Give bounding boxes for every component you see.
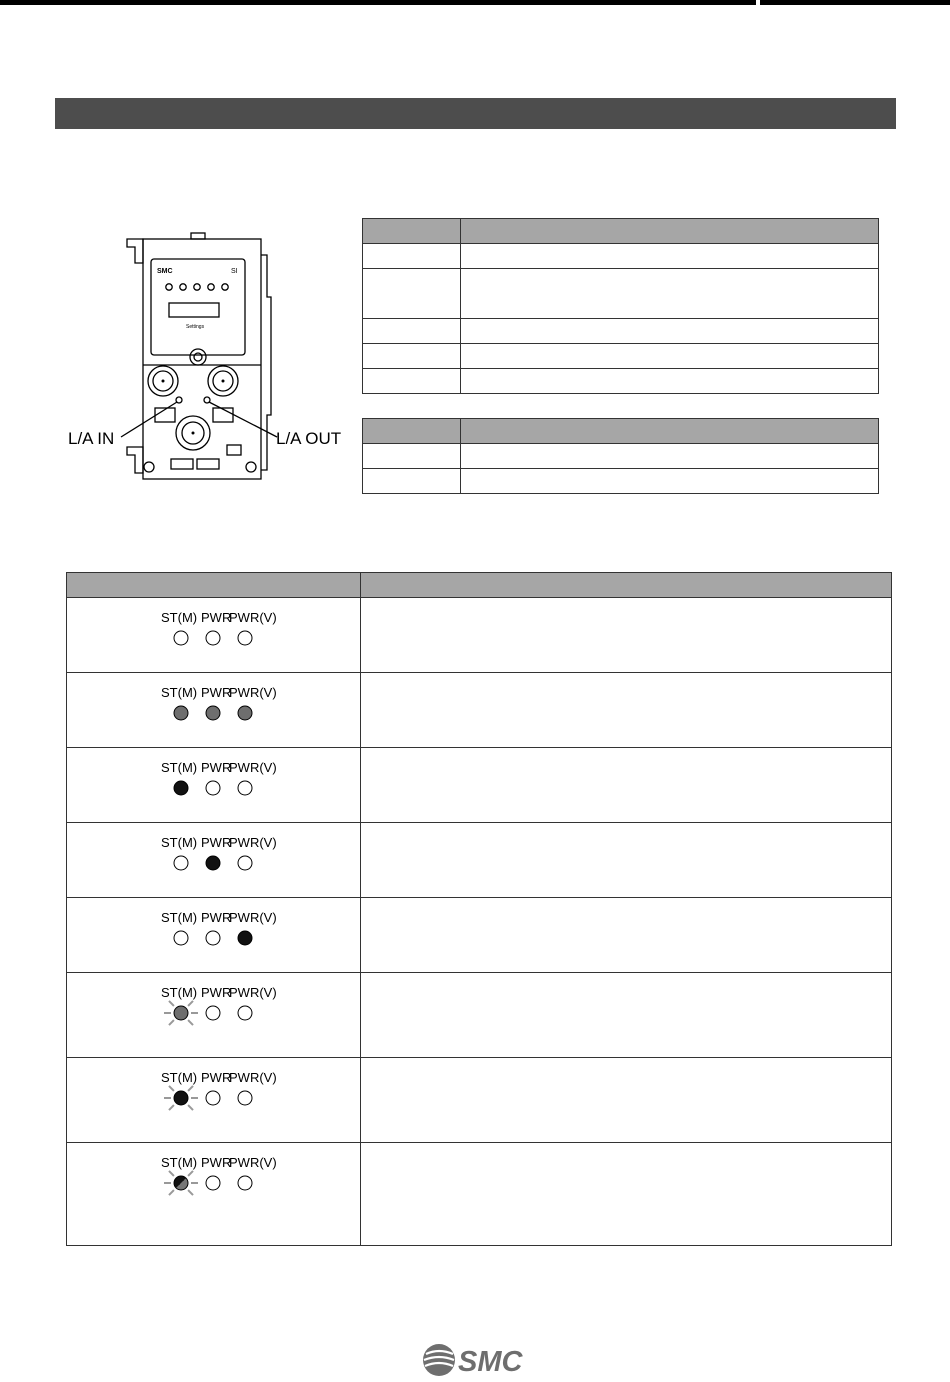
led-stm-indicator (174, 931, 188, 945)
section-banner (55, 98, 896, 129)
la-in-label: L/A IN (68, 429, 115, 448)
device-model-label: SI (231, 268, 238, 275)
led-indicator-cell (67, 1143, 361, 1246)
table-row (67, 973, 892, 1058)
led-stm-indicator (174, 1091, 188, 1105)
la-in-leader (121, 402, 177, 437)
led-indicator-group (149, 908, 289, 964)
led-label-pwr: PWR (201, 835, 232, 850)
led-pwr-indicator (206, 856, 220, 870)
table-row (67, 673, 892, 748)
led-indicator-cell (67, 748, 361, 823)
led-label-pwrv: PWR(V) (229, 610, 277, 625)
led-indicator-cell (67, 673, 361, 748)
smc-logo-text: SMC (458, 1346, 523, 1377)
led-stm-indicator (174, 856, 188, 870)
led-pwrv-indicator (238, 1176, 252, 1190)
device-brand-label: SMC (157, 268, 173, 275)
table-row (67, 898, 892, 973)
led-status-table (66, 572, 892, 1246)
smc-logo (420, 1343, 532, 1382)
led-pwr-indicator (206, 781, 220, 795)
table-row (363, 269, 879, 319)
led-indicator-group (149, 983, 289, 1039)
led-indicator-group (149, 833, 289, 889)
led-label-pwrv: PWR(V) (229, 760, 277, 775)
led-pwr-indicator (206, 1176, 220, 1190)
led-label-stm: ST(M) (161, 910, 198, 925)
table-row (363, 244, 879, 269)
led-stm-indicator (174, 706, 188, 720)
led-label-pwrv: PWR(V) (229, 1155, 277, 1170)
la-led-table (362, 418, 879, 494)
diagonal-header-cell (363, 419, 461, 444)
led-label-stm: ST(M) (161, 1155, 198, 1170)
led-indicator-cell (67, 598, 361, 673)
led-label-pwr: PWR (201, 685, 232, 700)
led-pwrv-indicator (238, 706, 252, 720)
led-pwrv-indicator (238, 631, 252, 645)
led-stm-indicator (174, 1176, 188, 1190)
led-indicator-cell (67, 973, 361, 1058)
table-row (67, 748, 892, 823)
table-row (363, 469, 879, 494)
led-label-stm: ST(M) (161, 685, 198, 700)
la-out-label: L/A OUT (276, 429, 342, 448)
led-indicator-group (149, 1068, 289, 1124)
led-function-table (362, 218, 879, 394)
table-header-row (67, 573, 892, 598)
led-pwr-indicator (206, 1006, 220, 1020)
led-label-pwrv: PWR(V) (229, 910, 277, 925)
header-cell-led (67, 573, 361, 598)
led-label-stm: ST(M) (161, 835, 198, 850)
led-indicator-group (149, 758, 289, 814)
led-label-pwrv: PWR(V) (229, 985, 277, 1000)
led-pwr-indicator (206, 1091, 220, 1105)
led-indicator-cell (67, 898, 361, 973)
table-row (67, 598, 892, 673)
led-label-pwr: PWR (201, 910, 232, 925)
led-indicator-group (149, 683, 289, 739)
table-row (67, 1143, 892, 1246)
led-label-pwr: PWR (201, 985, 232, 1000)
table-row (363, 319, 879, 344)
led-indicator-cell (67, 823, 361, 898)
led-pwr-indicator (206, 931, 220, 945)
led-label-pwr: PWR (201, 610, 232, 625)
table-row (363, 369, 879, 394)
top-rule-gap (756, 0, 760, 5)
led-pwr-indicator (206, 706, 220, 720)
table-row (363, 344, 879, 369)
table-row (363, 444, 879, 469)
led-label-pwr: PWR (201, 1070, 232, 1085)
led-label-pwr: PWR (201, 1155, 232, 1170)
led-stm-indicator (174, 781, 188, 795)
header-cell-status (361, 573, 892, 598)
led-pwrv-indicator (238, 1091, 252, 1105)
led-label-pwrv: PWR(V) (229, 835, 277, 850)
led-label-stm: ST(M) (161, 985, 198, 1000)
smc-logo-mark (423, 1344, 455, 1376)
led-pwr-indicator (206, 631, 220, 645)
led-pwrv-indicator (238, 856, 252, 870)
led-label-stm: ST(M) (161, 610, 198, 625)
top-rule (0, 0, 950, 5)
table-header-row (363, 419, 879, 444)
table-header-row (363, 219, 879, 244)
led-indicator-group (149, 1153, 289, 1209)
table-row (67, 823, 892, 898)
led-indicator-cell (67, 1058, 361, 1143)
led-label-pwr: PWR (201, 760, 232, 775)
settings-label: Settings (186, 324, 205, 330)
led-pwrv-indicator (238, 931, 252, 945)
table-row (67, 1058, 892, 1143)
led-label-pwrv: PWR(V) (229, 1070, 277, 1085)
led-stm-indicator (174, 631, 188, 645)
led-label-pwrv: PWR(V) (229, 685, 277, 700)
led-stm-indicator (174, 1006, 188, 1020)
led-pwrv-indicator (238, 781, 252, 795)
led-pwrv-indicator (238, 1006, 252, 1020)
led-label-stm: ST(M) (161, 1070, 198, 1085)
led-label-stm: ST(M) (161, 760, 198, 775)
led-indicator-group (149, 608, 289, 664)
